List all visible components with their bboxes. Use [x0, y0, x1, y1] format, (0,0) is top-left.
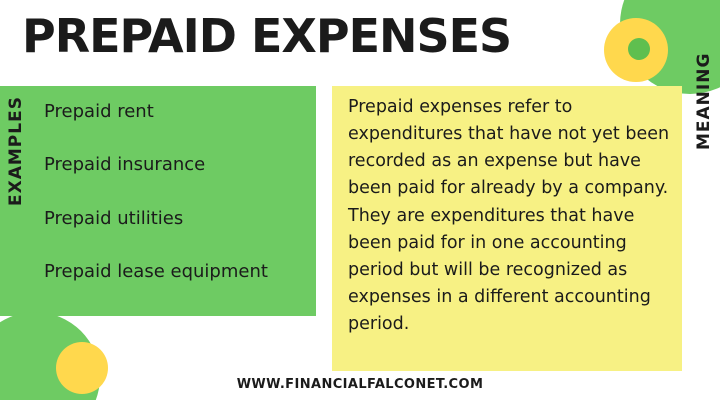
meaning-section-label: MEANING	[694, 52, 714, 150]
list-item: Prepaid rent	[44, 101, 154, 122]
list-item: Prepaid insurance	[44, 154, 206, 176]
examples-section-label: EXAMPLES	[6, 96, 26, 206]
examples-panel	[0, 86, 316, 316]
page-title: PREPAID EXPENSES	[22, 9, 512, 63]
decorative-green-dot-title	[628, 38, 650, 60]
meaning-panel	[332, 86, 682, 371]
list-item: Prepaid lease equipment	[44, 261, 268, 283]
list-item: Prepaid utilities	[44, 207, 184, 229]
meaning-description: Prepaid expenses refer to expenditures that have not yet been recorded as an expense but have been paid for already by a company. They are expenditures that have been paid for in one accounting period but will be recognized as expenses in a different accounting period.	[348, 97, 670, 334]
examples-list	[44, 100, 312, 314]
footer-website-url: WWW.FINANCIALFALCONET.COM	[236, 377, 484, 392]
